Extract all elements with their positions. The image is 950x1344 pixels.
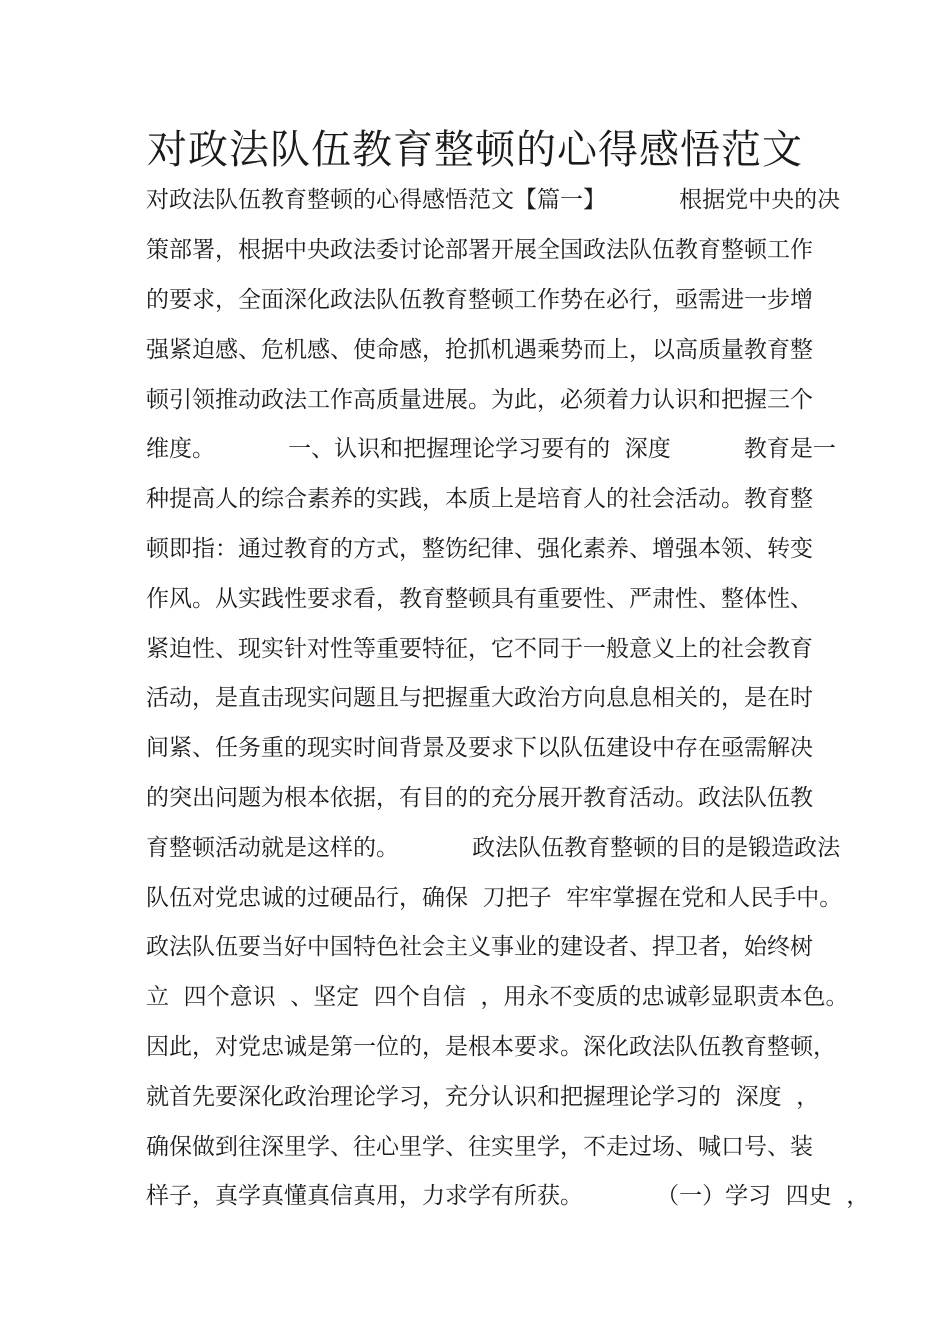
body-line-16: 政法队伍要当好中国特色社会主义事业的建设者、捍卫者，始终树 [146,934,813,960]
body-line-15: 队伍对党忠诚的过硬品行，确保 刀把子 牢牢掌握在党和人民手中。 [146,885,843,911]
body-line-8: 顿即指：通过教育的方式，整饬纪律、强化素养、增强本领、转变 [146,536,813,562]
body-line-10: 紧迫性、现实针对性等重要特征，它不同于一般意义上的社会教育 [146,636,813,662]
body-line-7: 种提高人的综合素养的实践，本质上是培育人的社会活动。教育整 [146,486,813,512]
body-line-17: 立 四个意识 、坚定 四个自信 ，用永不变质的忠诚彰显职责本色。 [146,984,849,1010]
body-line-2: 策部署，根据中央政法委讨论部署开展全国政法队伍教育整顿工作 [146,237,813,263]
body-line-3: 的要求，全面深化政法队伍教育整顿工作势在必行，亟需进一步增 [146,287,813,313]
body-line-19: 就首先要深化政治理论学习，充分认识和把握理论学习的 深度 ， [146,1084,820,1110]
body-line-11: 活动，是直击现实问题且与把握重大政治方向息息相关的，是在时 [146,685,813,711]
body-line-13: 的突出问题为根本依据，有目的的充分展开教育活动。政法队伍教 [146,785,813,811]
body-line-12: 间紧、任务重的现实时间背景及要求下以队伍建设中存在亟需解决 [146,735,813,761]
body-line-4: 强紧迫感、危机感、使命感，抢抓机遇乘势而上，以高质量教育整 [146,337,813,363]
body-line-9: 作风。从实践性要求看，教育整顿具有重要性、严肃性、整体性、 [146,586,813,612]
body-line-14: 育整顿活动就是这样的。 政法队伍教育整顿的目的是锻造政法 [146,835,841,861]
body-line-1: 对政法队伍教育整顿的心得感悟范文【篇一】 根据党中央的决 [146,187,841,213]
body-line-6: 维度。 一、认识和把握理论学习要有的 深度 教育是一 [146,436,836,462]
body-line-18: 因此，对党忠诚是第一位的，是根本要求。深化政法队伍教育整顿， [146,1034,836,1060]
body-line-5: 顿引领推动政法工作高质量进展。为此，必须着力认识和把握三个 [146,387,813,413]
document-title: 对政法队伍教育整顿的心得感悟范文 [147,127,803,173]
body-line-21: 样子，真学真懂真信真用，力求学有所获。 （一）学习 四史 ， [146,1183,870,1209]
body-line-20: 确保做到往深里学、往心里学、往实里学，不走过场、喊口号、装 [146,1134,813,1160]
